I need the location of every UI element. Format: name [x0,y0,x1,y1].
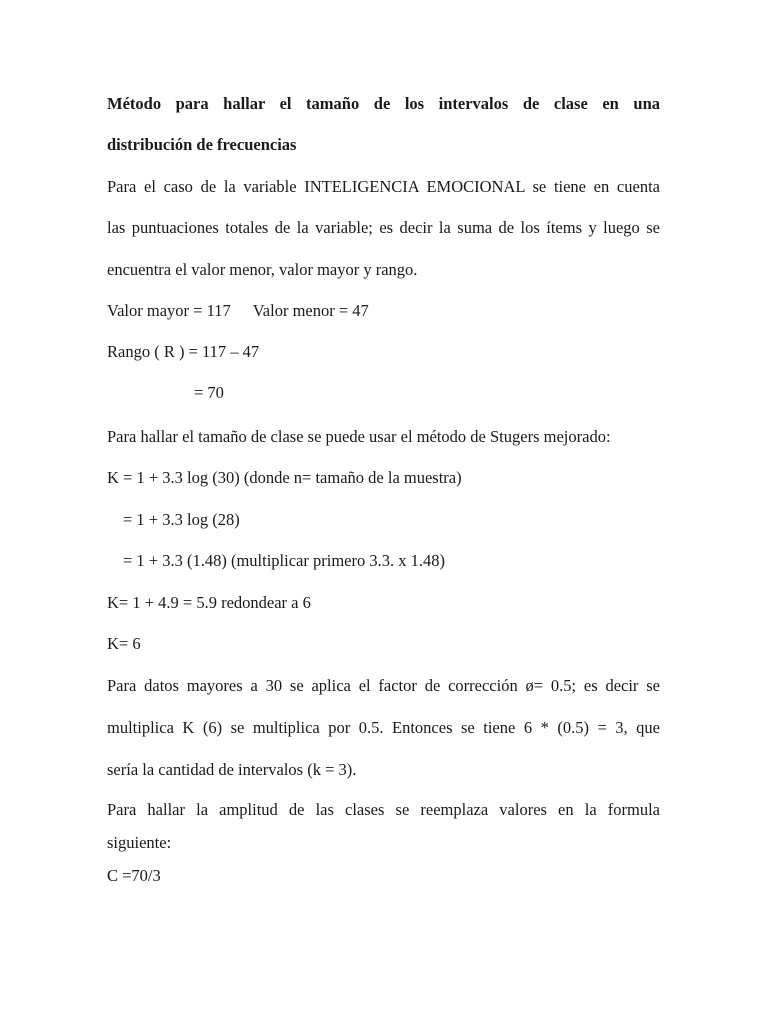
rango-line-1: Rango ( R ) = 117 – 47 [107,342,260,361]
k-formula-line-5: K= 6 [107,634,141,653]
rango-line-2: = 70 [194,383,224,402]
k-formula-line-1: K = 1 + 3.3 log (30) (donde n= tamaño de la muestra) [107,468,462,487]
intro-paragraph-line-3: encuentra el valor menor, valor mayor y rango. [107,260,418,279]
document-title-line-1: Método para hallar el tamaño de los intervalos de clase en una [107,94,660,113]
k-formula-line-3: = 1 + 3.3 (1.48) (multiplicar primero 3.3. x 1.48) [123,551,445,570]
valores-line [107,301,369,321]
correction-paragraph-line-1: Para datos mayores a 30 se aplica el factor de corrección ø= 0.5; es decir se [107,676,660,695]
c-formula-line: C =70/3 [107,866,161,885]
correction-paragraph-line-3: sería la cantidad de intervalos (k = 3). [107,760,357,779]
amplitud-paragraph-line-1: Para hallar la amplitud de las clases se reemplaza valores en la formula [107,800,660,819]
k-formula-line-4: K= 1 + 4.9 = 5.9 redondear a 6 [107,593,311,612]
intro-paragraph-line-1: Para el caso de la variable INTELIGENCIA EMOCIONAL se tiene en cuenta [107,177,660,196]
intro-paragraph-line-2: las puntuaciones totales de la variable; es decir la suma de los ítems y luego se [107,218,660,237]
document-title-line-2: distribución de frecuencias [107,135,297,154]
k-formula-line-2: = 1 + 3.3 log (28) [123,510,240,529]
valor-mayor-text: Valor mayor = 117 [107,301,231,320]
sturges-intro-line: Para hallar el tamaño de clase se puede usar el método de Stugers mejorado: [107,427,611,446]
valor-menor-text: Valor menor = 47 [252,301,369,320]
correction-paragraph-line-2: multiplica K (6) se multiplica por 0.5. Entonces se tiene 6 * (0.5) = 3, que [107,718,660,737]
amplitud-paragraph-line-2: siguiente: [107,833,172,852]
